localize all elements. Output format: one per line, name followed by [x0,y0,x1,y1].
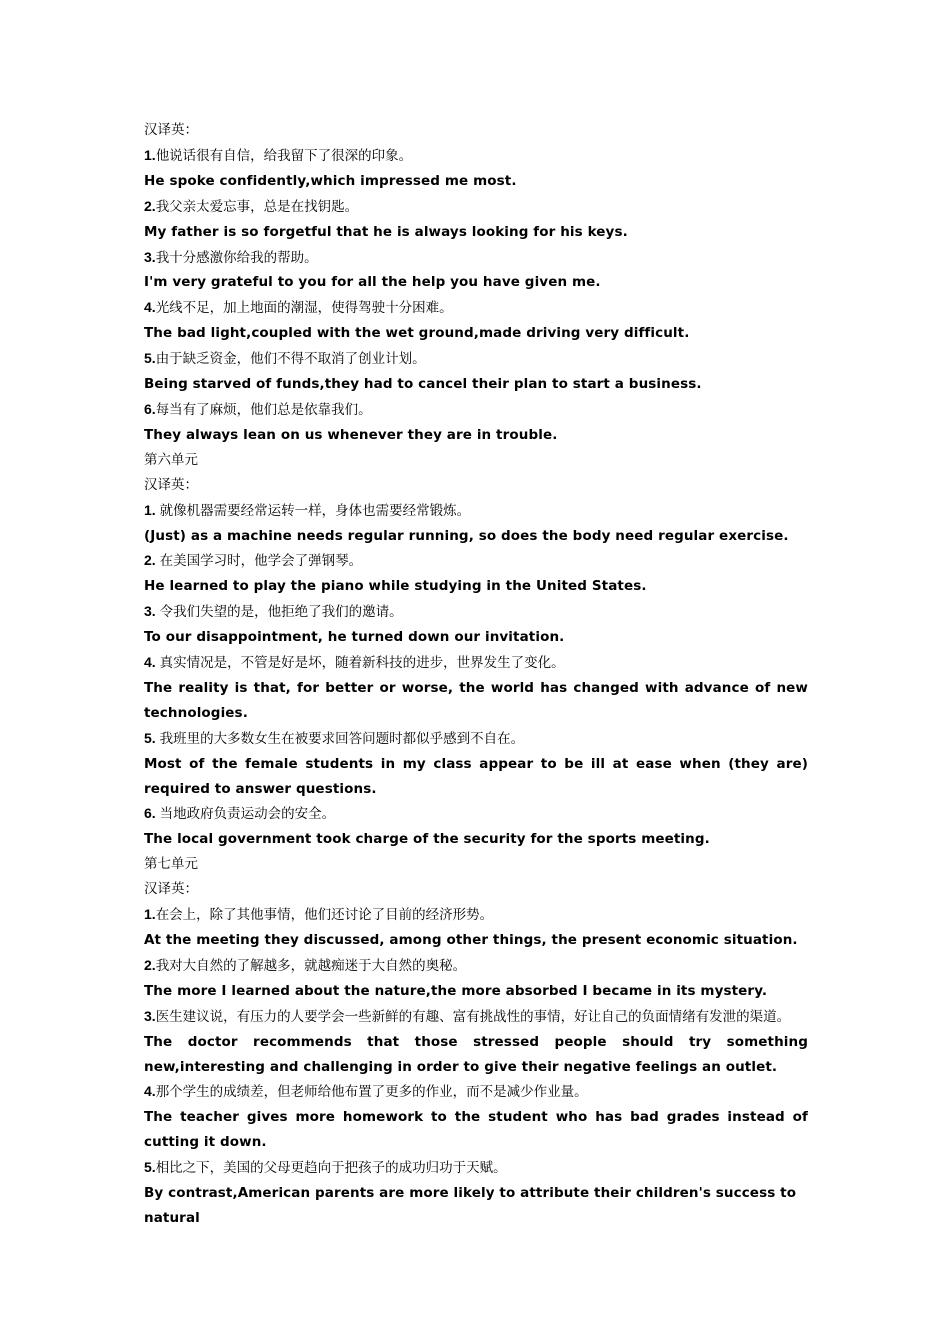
chinese-sentence [144,1155,808,1181]
item-number: 3. [144,248,156,265]
chinese-sentence [144,1004,808,1030]
chinese-sentence [144,902,808,928]
item-number: 6. [144,805,160,822]
section-heading [144,118,808,143]
item-number: 1. [144,906,156,923]
chinese-text: 令我们失望的是，他拒绝了我们的邀请。 [159,604,403,621]
item-number: 5. [144,1159,156,1176]
chinese-text: 由于缺乏资金，他们不得不取消了创业计划。 [155,351,426,368]
chinese-sentence [144,548,808,574]
english-translation: He spoke confidently,which impressed me most. [144,172,517,189]
chinese-text: 我父亲太爱忘事，总是在找钥匙。 [155,198,359,215]
chinese-text: 当地政府负责运动会的安全。 [159,806,336,823]
chinese-text: 相比之下，美国的父母更趋向于把孩子的成功归功于天赋。 [155,1160,507,1177]
chinese-text: 我十分感激你给我的帮助。 [155,249,318,266]
chinese-sentence [144,953,808,979]
english-translation: The doctor recommends that those stressed people should try something new,interesting and challenging in order to give their negative feelings an outlet. [144,1033,808,1075]
english-translation: Most of the female students in my class appear to be ill at ease when (they are) required to answer questions. [144,755,808,797]
item-number: 2. [144,956,156,973]
section-heading [144,473,808,498]
chinese-sentence [144,397,808,423]
english-translation: He learned to play the piano while studying in the United States. [144,578,647,595]
english-translation: The more I learned about the nature,the more absorbed I became in its mystery. [144,982,768,999]
chinese-sentence [144,295,808,321]
item-number: 6. [144,400,156,417]
item-number: 4. [144,299,156,316]
chinese-text: 真实情况是，不管是好是坏，随着新科技的进步，世界发生了变化。 [159,655,565,672]
chinese-sentence [144,346,808,372]
english-translation: They always lean on us whenever they are in trouble. [144,426,558,443]
english-translation: The local government took charge of the security for the sports meeting. [144,831,710,848]
heading-text: 第六单元 [144,451,198,468]
item-number: 4. [144,1083,156,1100]
chinese-text: 那个学生的成绩差，但老师给他布置了更多的作业，而不是减少作业量。 [155,1084,588,1101]
section-heading [144,852,808,877]
item-number: 5. [144,729,160,746]
chinese-sentence [144,143,808,169]
english-translation: Being starved of funds,they had to cancel their plan to start a business. [144,376,702,393]
chinese-text: 在美国学习时，他学会了弹钢琴。 [159,553,363,570]
chinese-text: 医生建议说，有压力的人要学会一些新鲜的有趣、富有挑战性的事情，好让自己的负面情绪有发泄的渠道。 [155,1008,791,1025]
chinese-text: 他说话很有自信，给我留下了很深的印象。 [155,147,413,164]
english-translation: My father is so forgetful that he is always looking for his keys. [144,223,628,240]
heading-text: 汉译英： [144,881,198,898]
document-page [144,118,808,1231]
chinese-text: 在会上，除了其他事情，他们还讨论了目前的经济形势。 [155,907,494,924]
item-number: 3. [144,603,160,620]
chinese-sentence [144,1079,808,1105]
chinese-sentence [144,194,808,220]
chinese-text: 我对大自然的了解越多，就越痴迷于大自然的奥秘。 [155,957,467,974]
chinese-sentence [144,498,808,524]
item-number: 5. [144,350,156,367]
english-translation: (Just) as a machine needs regular running, so does the body need regular exercise. [144,527,789,544]
section-heading [144,448,808,473]
heading-text: 汉译英： [144,476,198,493]
chinese-text: 就像机器需要经常运转一样，身体也需要经常锻炼。 [159,502,471,519]
item-number: 4. [144,654,160,671]
english-translation: The reality is that, for better or worse, the world has changed with advance of new technologies. [144,679,808,721]
chinese-sentence [144,801,808,827]
item-number: 1. [144,146,156,163]
heading-text: 汉译英： [144,122,198,138]
chinese-sentence [144,726,808,752]
chinese-text: 每当有了麻烦，他们总是依靠我们。 [155,401,372,418]
chinese-sentence [144,599,808,625]
english-translation: The teacher gives more homework to the student who has bad grades instead of cutting it down. [144,1109,808,1151]
section-heading [144,877,808,902]
item-number: 1. [144,501,160,518]
english-translation: By contrast,American parents are more likely to attribute their children's success to natural [144,1185,797,1226]
item-number: 3. [144,1007,156,1024]
chinese-text: 我班里的大多数女生在被要求回答问题时都似乎感到不自在。 [159,730,525,747]
chinese-sentence [144,650,808,676]
heading-text: 第七单元 [144,856,198,873]
item-number: 2. [144,552,160,569]
chinese-sentence [144,245,808,271]
english-translation: To our disappointment, he turned down our invitation. [144,629,565,646]
english-translation: The bad light,coupled with the wet ground,made driving very difficult. [144,325,690,342]
english-translation: I'm very grateful to you for all the help you have given me. [144,274,601,291]
item-number: 2. [144,197,156,214]
chinese-text: 光线不足，加上地面的潮湿，使得驾驶十分困难。 [155,300,453,317]
english-translation: At the meeting they discussed, among other things, the present economic situation. [144,932,798,948]
